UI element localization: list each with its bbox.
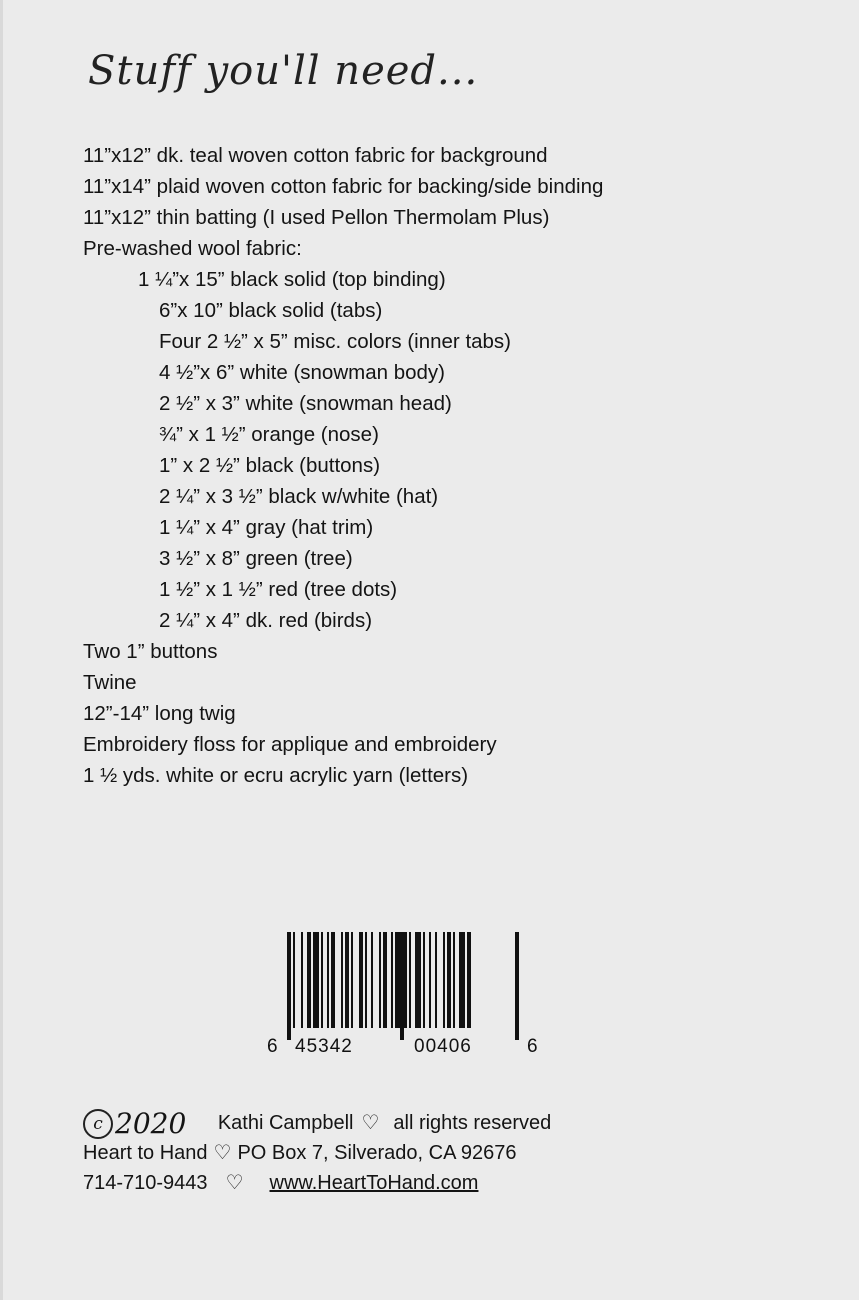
- barcode-bar: [443, 932, 445, 1028]
- supply-item: 3 ½” x 8” green (tree): [159, 547, 353, 570]
- supply-item: 4 ½”x 6” white (snowman body): [159, 361, 445, 384]
- barcode-bar: [331, 932, 335, 1028]
- supply-item: 1 ½ yds. white or ecru acrylic yarn (letters): [83, 764, 469, 787]
- supply-item: 12”-14” long twig: [83, 702, 236, 725]
- supply-item: Embroidery floss for applique and embroidery: [83, 733, 497, 756]
- footer: [83, 1108, 551, 1198]
- address: PO Box 7, Silverado, CA 92676: [237, 1142, 517, 1164]
- barcode-bar: [327, 932, 329, 1028]
- barcode: [265, 928, 545, 1058]
- supply-item: 2 ½” x 3” white (snowman head): [159, 392, 452, 415]
- author-name: Kathi Campbell: [217, 1112, 354, 1134]
- supply-item: 11”x12” thin batting (I used Pellon Thermolam Plus): [83, 206, 550, 229]
- barcode-digit-first: 6: [267, 1036, 278, 1057]
- barcode-guard-bar: [402, 932, 404, 1040]
- website-link[interactable]: www.HeartToHand.com: [269, 1172, 479, 1194]
- supply-item: Twine: [83, 671, 137, 694]
- barcode-bar: [429, 932, 431, 1028]
- supply-list: [83, 140, 603, 791]
- page-title: Stuff you'll need...: [88, 48, 479, 94]
- phone-number: 714-710-9443: [83, 1172, 208, 1194]
- supply-item: 2 ¼” x 4” dk. red (birds): [159, 609, 373, 632]
- barcode-guard-bar: [517, 932, 519, 1040]
- supply-item: 2 ¼” x 3 ½” black w/white (hat): [159, 485, 439, 508]
- barcode-bar: [447, 932, 451, 1028]
- rights-text: all rights reserved: [393, 1112, 552, 1134]
- barcode-bar: [383, 932, 387, 1028]
- copyright-icon: c: [83, 1109, 113, 1139]
- barcode-bar: [351, 932, 353, 1028]
- supply-item: 1 ¼” x 4” gray (hat trim): [159, 516, 374, 539]
- supply-item: 11”x12” dk. teal woven cotton fabric for background: [83, 144, 548, 167]
- footer-contact-row: [83, 1168, 551, 1198]
- supply-item: ¾” x 1 ½” orange (nose): [159, 423, 379, 446]
- barcode-bar: [313, 932, 319, 1028]
- barcode-digit-last: 6: [527, 1036, 538, 1057]
- heart-outline-icon: ♡: [213, 1142, 232, 1164]
- barcode-bar: [453, 932, 455, 1028]
- barcode-guard-bar: [287, 932, 289, 1040]
- barcode-bar: [391, 932, 393, 1028]
- supply-item: 1 ¼”x 15” black solid (top binding): [138, 268, 446, 291]
- barcode-bar: [459, 932, 465, 1028]
- supply-item: Pre-washed wool fabric:: [83, 237, 302, 260]
- barcode-bar: [301, 932, 303, 1028]
- heart-outline-icon: ♡: [361, 1112, 380, 1134]
- supply-item: 1 ½” x 1 ½” red (tree dots): [159, 578, 398, 601]
- barcode-bar: [435, 932, 437, 1028]
- barcode-group-right: 00406: [414, 1036, 472, 1057]
- barcode-bar: [379, 932, 381, 1028]
- barcode-bar: [345, 932, 349, 1028]
- barcode-graphic: [265, 928, 545, 1058]
- supply-item: 6”x 10” black solid (tabs): [159, 299, 383, 322]
- supply-item: 1” x 2 ½” black (buttons): [159, 454, 381, 477]
- barcode-bar: [409, 932, 411, 1028]
- barcode-bar: [293, 932, 295, 1028]
- company-name: Heart to Hand: [83, 1142, 208, 1164]
- barcode-bar: [467, 932, 471, 1028]
- supply-item: 11”x14” plaid woven cotton fabric for backing/side binding: [83, 175, 604, 198]
- barcode-bar: [415, 932, 421, 1028]
- footer-address-row: [83, 1138, 551, 1168]
- barcode-bar: [307, 932, 311, 1028]
- barcode-guard-bar: [289, 932, 291, 1040]
- barcode-bar: [371, 932, 373, 1028]
- barcode-guard-bar: [400, 932, 402, 1040]
- copyright-year: 2020: [115, 1106, 187, 1140]
- supply-item: Four 2 ½” x 5” misc. colors (inner tabs): [159, 330, 512, 353]
- heart-outline-icon: ♡: [225, 1172, 244, 1194]
- barcode-bar: [365, 932, 367, 1028]
- barcode-bar: [423, 932, 425, 1028]
- barcode-group-left: 45342: [295, 1036, 353, 1057]
- barcode-bar: [321, 932, 323, 1028]
- barcode-bar: [359, 932, 363, 1028]
- footer-copyright-row: [83, 1108, 551, 1138]
- supply-item: Two 1” buttons: [83, 640, 218, 663]
- barcode-bar: [341, 932, 343, 1028]
- barcode-guard-bar: [515, 932, 517, 1040]
